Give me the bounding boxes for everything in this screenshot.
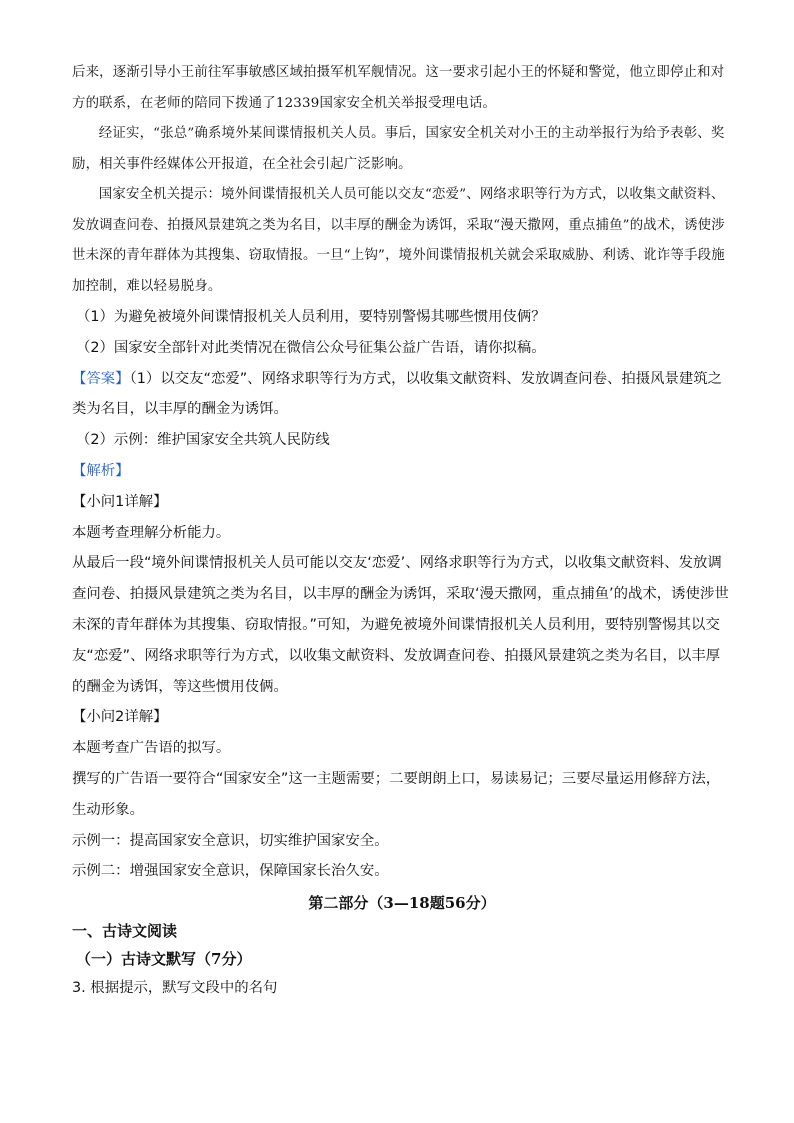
passage-paragraph-3: 国家安全机关提示：境外间谍情报机关人员可能以交友“恋爱”、网络求职等行为方式，以收集文献资料、发放调查问卷、拍摄风景建筑之类为名目，以丰厚的酬金为诱饵，采取“漫天撒网，重点捕鱼”的战术，诱使涉世未深的青年群体为其搜集、窃取情报。一旦“上钩”，境外间谍情报机关就会采取威胁、利诱、讹诈等手段施加控制，难以轻易脱身。 <box>72 187 725 294</box>
answer-2: （2）示例：维护国家安全共筑人民防线 <box>76 432 330 449</box>
analysis-tag: 【解析】 <box>72 462 130 479</box>
sub-question-2-skill: 本题考查广告语的拟写。 <box>72 740 231 757</box>
example-2: 示例二：增强国家安全意识，保障国家长治久安。 <box>72 863 389 880</box>
passage-paragraph-2: 经证实，“张总”确系境外某间谍情报机关人员。事后，国家安全机关对小王的主动举报行为给予表彰、奖励，相关事件经媒体公开报道，在全社会引起广泛影响。 <box>72 126 725 172</box>
sub-question-1-title: 【小问1详解】 <box>72 493 168 510</box>
sub-question-2-explanation: 撰写的广告语一要符合“国家安全”这一主题需要；二要朗朗上口，易读易记；三要尽量运用修辞方法，生动形象。 <box>72 770 721 818</box>
part-2-title: 第二部分（3—18题56分） <box>308 894 496 913</box>
section-1-subheading: （一）古诗文默写（7分） <box>76 950 252 969</box>
answer-block <box>72 364 732 426</box>
document-page <box>72 58 732 1004</box>
sub-question-2-title: 【小问2详解】 <box>72 709 168 726</box>
question-1: （1）为避免被境外间谍情报机关人员利用，要特别警惕其哪些惯用伎俩？ <box>76 309 546 325</box>
reading-passage <box>72 58 732 302</box>
answer-1: （1）以交友“恋爱”、网络求职等行为方式，以收集文献资料、发放调查问卷、拍摄风景建筑之类为名目，以丰厚的酬金为诱饵。 <box>72 370 723 418</box>
question-3: 3. 根据提示，默写文段中的名句 <box>72 980 278 997</box>
section-1-heading: 一、古诗文阅读 <box>72 922 178 941</box>
question-2: （2）国家安全部针对此类情况在微信公众号征集公益广告语，请你拟稿。 <box>76 339 546 356</box>
sub-question-1-skill: 本题考查理解分析能力。 <box>72 524 231 541</box>
example-1: 示例一：提高国家安全意识，切实维护国家安全。 <box>72 832 389 849</box>
passage-paragraph-1: 后来，逐渐引导小王前往军事敏感区域拍摄军机军舰情况。这一要求引起小王的怀疑和警觉，他立即停止和对方的联系，在老师的陪同下拨通了12339国家安全机关举报受理电话。 <box>72 65 725 111</box>
sub-question-1-explanation: 从最后一段“境外间谍情报机关人员可能以交友‘恋爱’、网络求职等行为方式，以收集文献资料、发放调查问卷、拍摄风景建筑之类为名目，以丰厚的酬金为诱饵，采取‘漫天撒网，重点捕鱼’的战术，诱使涉世未深的青年群体为其搜集、窃取情报。”可知，为避免被境外间谍情报机关人员利用，要特别警惕其以交友“恋爱”、网络求职等行为方式，以收集文献资料、发放调查问卷、拍摄风景建筑之类为名目，以丰厚的酬金为诱饵，等这些惯用伎俩。 <box>72 555 729 695</box>
answer-tag: 【答案】 <box>72 370 130 387</box>
questions-and-answers <box>72 302 732 887</box>
